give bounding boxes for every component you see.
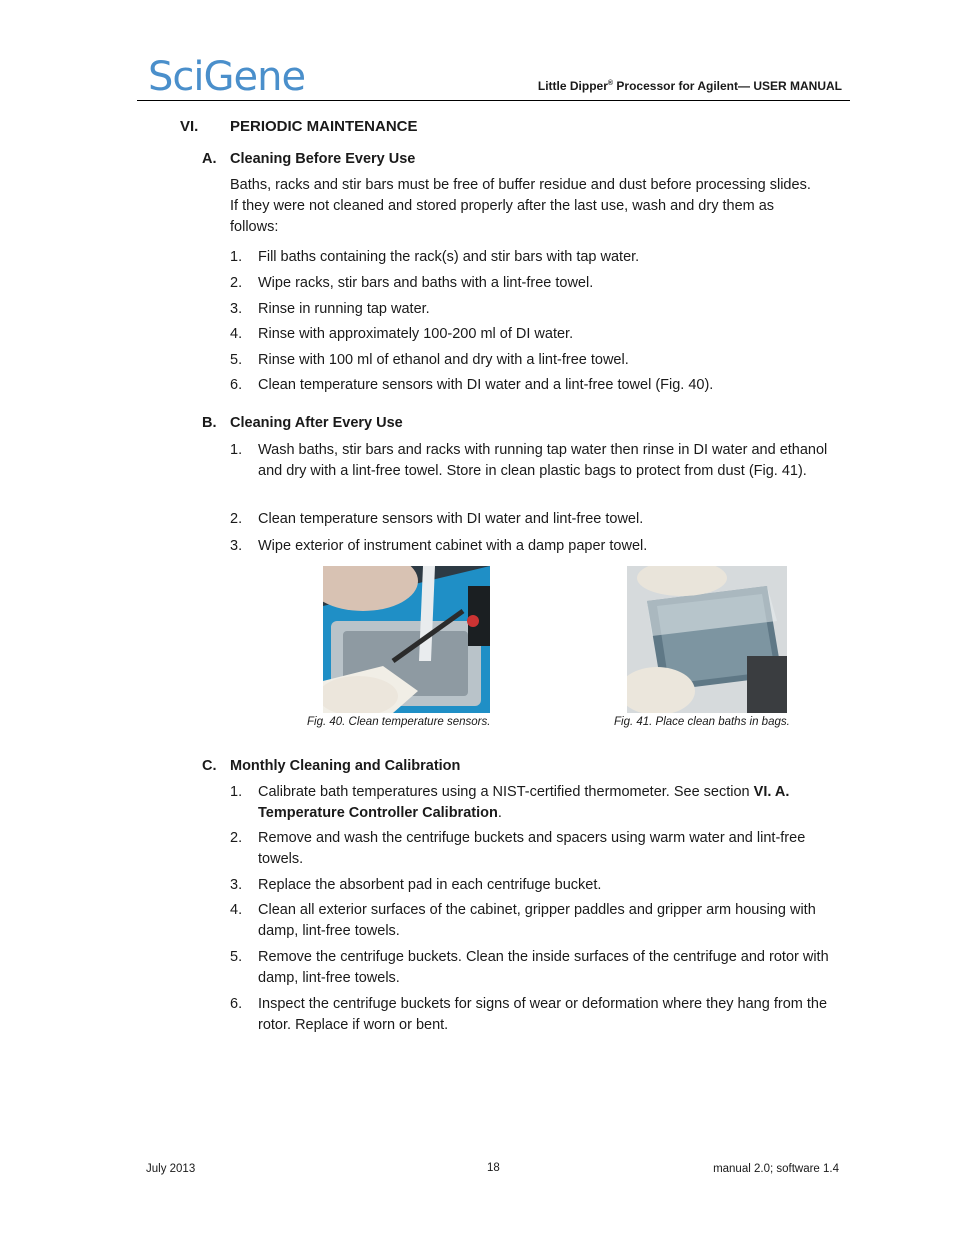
section-title: PERIODIC MAINTENANCE — [230, 118, 418, 135]
document-title-rest: Processor for Agilent— USER MANUAL — [613, 79, 842, 93]
document-title — [538, 78, 842, 94]
calibration-reference: VI. A. Temperature Controller Calibration — [258, 784, 790, 821]
registered-mark: ® — [607, 80, 614, 87]
list-c-num: 3. — [230, 877, 243, 893]
subsection-b-letter: B. — [202, 415, 217, 431]
list-c-item-text: Calibrate bath temperatures using a NIST-certified thermometer. See section — [258, 784, 754, 800]
subsection-b-title: Cleaning After Every Use — [230, 415, 403, 431]
list-a-item: Clean temperature sensors with DI water and a lint-free towel (Fig. 40). — [258, 377, 714, 393]
list-c-item-end: . — [497, 805, 502, 821]
scigene-logo: SciGene — [148, 54, 306, 100]
figure-40-caption: Fig. 40. Clean temperature sensors. — [307, 716, 491, 728]
list-c-num: 2. — [230, 830, 243, 846]
footer-date: July 2013 — [146, 1163, 196, 1175]
list-a-item: Rinse in running tap water. — [258, 301, 430, 317]
list-c-item: Remove and wash the centrifuge buckets and spacers using warm water and lint-free towels. — [258, 830, 806, 867]
page-number: 18 — [487, 1162, 500, 1174]
list-b-num: 1. — [230, 442, 243, 458]
list-c-item: Replace the absorbent pad in each centrifuge bucket. — [258, 877, 602, 893]
subsection-a-intro: Baths, racks and stir bars must be free of buffer residue and dust before processing slides. If they were not cleaned and stored properly after the last use, wash and dry them as follows: — [230, 177, 811, 235]
subsection-a-letter: A. — [202, 151, 217, 167]
list-a-item: Wipe racks, stir bars and baths with a lint-free towel. — [258, 275, 594, 291]
list-a-num: 2. — [230, 275, 243, 291]
subsection-c-title: Monthly Cleaning and Calibration — [230, 758, 461, 774]
list-b-item: Wipe exterior of instrument cabinet with a damp paper towel. — [258, 538, 648, 554]
subsection-a-title: Cleaning Before Every Use — [230, 151, 416, 167]
list-c-num: 5. — [230, 949, 243, 965]
list-a-num: 1. — [230, 249, 243, 265]
figure-41-caption: Fig. 41. Place clean baths in bags. — [614, 716, 790, 728]
list-c-num: 6. — [230, 996, 243, 1012]
list-a-num: 4. — [230, 326, 243, 342]
list-c-item — [258, 782, 838, 824]
list-a-item: Rinse with approximately 100-200 ml of DI water. — [258, 326, 574, 342]
list-a-num: 5. — [230, 352, 243, 368]
figure-40-photo — [323, 566, 490, 713]
list-a-item: Fill baths containing the rack(s) and stir bars with tap water. — [258, 249, 640, 265]
list-c-item: Inspect the centrifuge buckets for signs of wear or deformation where they hang from the rotor. Replace if worn or bent. — [258, 996, 828, 1033]
list-c-item: Clean all exterior surfaces of the cabinet, gripper paddles and gripper arm housing with damp, lint-free towels. — [258, 902, 816, 939]
product-name: Little Dipper — [537, 79, 608, 93]
list-a-num: 3. — [230, 301, 243, 317]
footer-version: manual 2.0; software 1.4 — [713, 1163, 839, 1175]
list-c-item: Remove the centrifuge buckets. Clean the inside surfaces of the centrifuge and rotor with damp, lint-free towels. — [258, 949, 829, 986]
list-b-item: Wash baths, stir bars and racks with running tap water then rinse in DI water and ethanol and dry with a lint-free towel. Store in clean plastic bags to protect from dust (Fig. 41). — [258, 442, 828, 479]
header-rule — [137, 100, 850, 101]
bath-in-bag-illustration — [627, 566, 787, 713]
list-b-item: Clean temperature sensors with DI water and lint-free towel. — [258, 511, 644, 527]
list-a-num: 6. — [230, 377, 243, 393]
list-b-num: 2. — [230, 511, 243, 527]
list-c-num: 4. — [230, 902, 243, 918]
list-a-item: Rinse with 100 ml of ethanol and dry with a lint-free towel. — [258, 352, 629, 368]
figure-41-photo — [627, 566, 787, 713]
sensor-cleaning-illustration — [323, 566, 490, 713]
subsection-c-letter: C. — [202, 758, 217, 774]
section-number: VI. — [180, 118, 199, 135]
list-b-num: 3. — [230, 538, 243, 554]
list-c-num: 1. — [230, 784, 243, 800]
